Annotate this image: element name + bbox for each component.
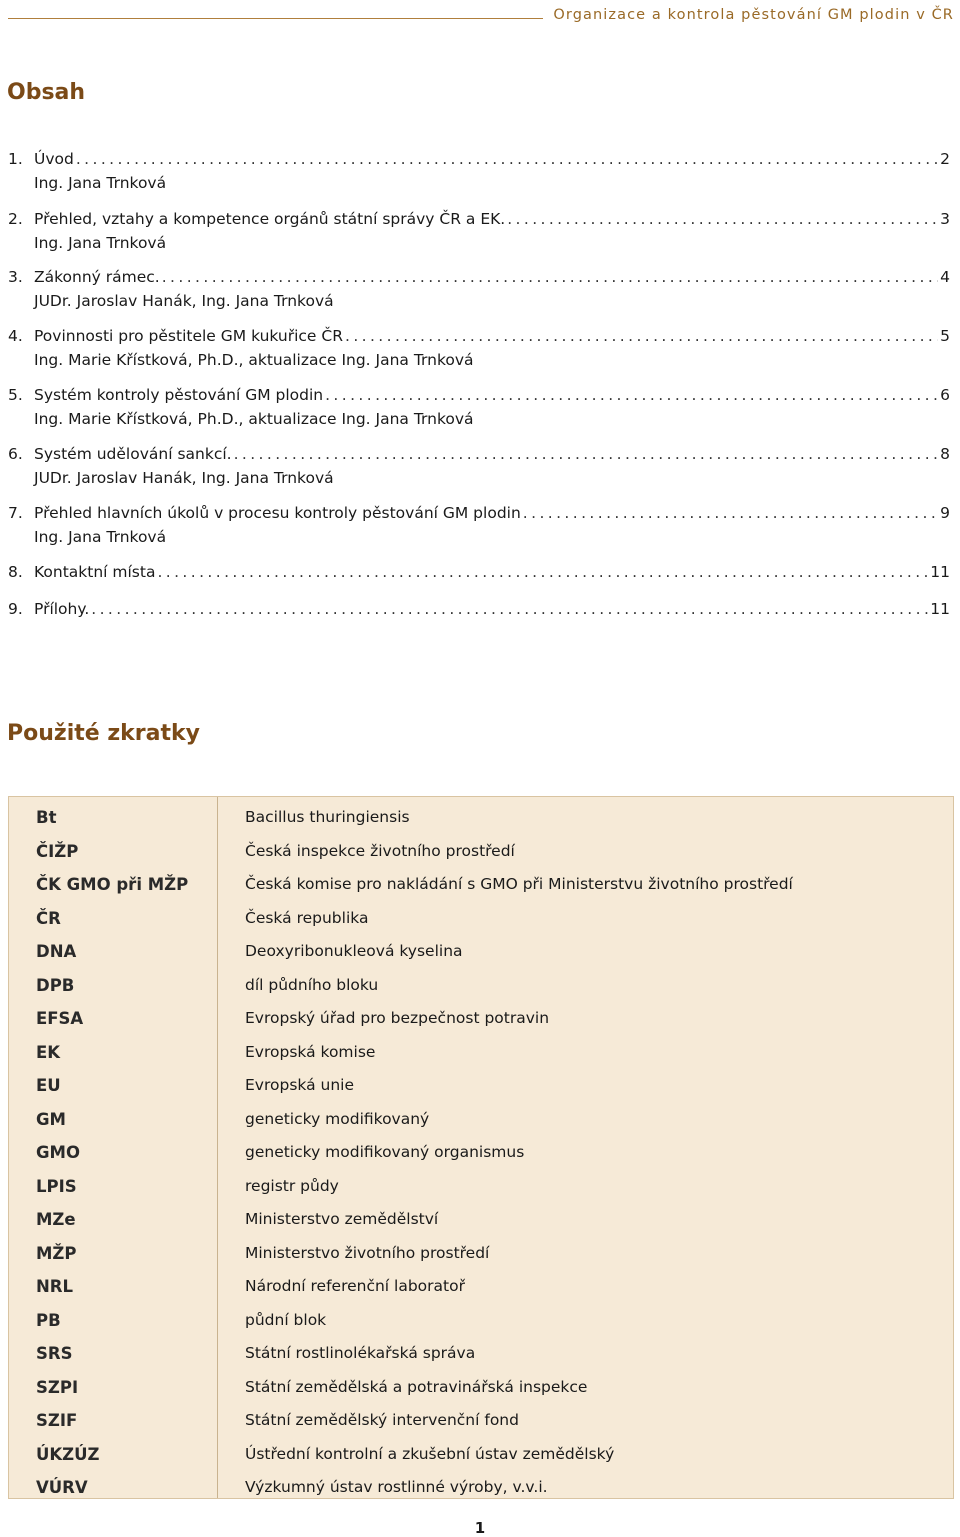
toc-line <box>8 210 950 232</box>
toc-entry[interactable] <box>8 504 950 548</box>
abbreviation-meaning: Státní zemědělský intervenční fond <box>245 1411 519 1429</box>
running-header <box>8 4 954 26</box>
toc-page-number[interactable]: 3 <box>940 210 950 228</box>
abbreviation-meaning: Národní referenční laboratoř <box>245 1277 465 1295</box>
abbreviation-term: ČR <box>36 908 61 928</box>
toc-line <box>8 386 950 408</box>
toc-number: 5. <box>8 386 23 404</box>
toc-title[interactable]: Systém kontroly pěstování GM plodin <box>34 386 324 404</box>
toc-number: 8. <box>8 563 23 581</box>
toc-line <box>8 600 950 622</box>
toc-title[interactable]: Systém udělování sankcí. <box>34 445 232 463</box>
toc-page-number[interactable]: 9 <box>940 504 950 522</box>
toc-page-number[interactable]: 2 <box>940 150 950 168</box>
abbreviations-heading: Použité zkratky <box>7 721 200 746</box>
abbreviation-term: Bt <box>36 808 57 827</box>
abbreviation-meaning: Evropský úřad pro bezpečnost potravin <box>245 1009 550 1027</box>
toc-entry[interactable] <box>8 210 950 254</box>
toc-page-number[interactable]: 5 <box>940 327 950 345</box>
meanings-column <box>218 797 953 1498</box>
abbreviation-term: EK <box>36 1042 61 1062</box>
toc-heading: Obsah <box>7 80 86 105</box>
toc-title[interactable]: Přehled hlavních úkolů v procesu kontroly pěstování GM plodin <box>34 504 521 522</box>
abbreviation-term: DPB <box>36 975 75 995</box>
toc-page-number[interactable]: 8 <box>940 445 950 463</box>
toc-number: 1. <box>8 150 23 168</box>
abbreviation-term: ČK GMO při MŽP <box>36 875 189 894</box>
abbreviation-meaning: Evropská komise <box>245 1042 376 1061</box>
header-title: Organizace a kontrola pěstování GM plodin v ČR <box>553 7 954 23</box>
toc-author: JUDr. Jaroslav Hanák, Ing. Jana Trnková <box>34 469 334 487</box>
toc-number: 3. <box>8 268 23 286</box>
abbreviation-term: ČIŽP <box>36 841 79 861</box>
toc-leader-dots <box>234 445 939 463</box>
toc-page-number[interactable]: 11 <box>930 600 950 618</box>
page-number: 1 <box>474 1519 486 1537</box>
abbreviation-term: EFSA <box>36 1009 84 1028</box>
abbreviation-meaning: Výzkumný ústav rostlinné výroby, v.v.i. <box>245 1478 548 1496</box>
toc-leader-dots <box>76 150 938 168</box>
toc-entry[interactable] <box>8 600 950 622</box>
abbreviation-meaning: Česká komise pro nakládání s GMO při Ministerstvu životního prostředí <box>245 875 793 893</box>
toc-title[interactable]: Přehled, vztahy a kompetence orgánů státní správy ČR a EK. <box>34 210 506 228</box>
toc-line <box>8 445 950 467</box>
abbreviation-term: GMO <box>36 1143 80 1162</box>
abbreviation-meaning: díl půdního bloku <box>245 975 379 994</box>
toc-entry[interactable] <box>8 150 950 194</box>
toc-leader-dots <box>162 268 938 286</box>
abbreviation-meaning: Ministerstvo zemědělství <box>245 1210 439 1228</box>
abbreviation-term: SZIF <box>36 1411 78 1430</box>
toc-leader-dots <box>507 210 938 228</box>
toc-title[interactable]: Kontaktní místa <box>34 563 156 581</box>
abbreviation-meaning: geneticky modifikovaný <box>245 1109 430 1128</box>
toc-entry[interactable] <box>8 563 950 585</box>
toc-leader-dots <box>91 600 928 618</box>
toc-author: Ing. Jana Trnková <box>34 174 167 192</box>
abbreviation-meaning: Česká republika <box>245 908 369 927</box>
abbreviations-table <box>8 796 954 1499</box>
toc-author: JUDr. Jaroslav Hanák, Ing. Jana Trnková <box>34 292 334 310</box>
toc-author: Ing. Marie Křístková, Ph.D., aktualizace Ing. Jana Trnková <box>34 351 474 369</box>
abbreviation-term: LPIS <box>36 1176 77 1196</box>
abbreviation-meaning: geneticky modifikovaný organismus <box>245 1143 525 1161</box>
toc-page-number[interactable]: 11 <box>930 563 950 581</box>
toc-author: Ing. Jana Trnková <box>34 528 167 546</box>
toc-leader-dots <box>157 563 928 581</box>
abbreviation-term: SZPI <box>36 1377 79 1397</box>
toc-number: 2. <box>8 210 23 228</box>
toc-leader-dots <box>523 504 938 522</box>
toc-entry[interactable] <box>8 327 950 371</box>
abbreviation-term: MŽP <box>36 1243 77 1263</box>
abbreviation-meaning: registr půdy <box>245 1176 339 1195</box>
abbreviation-meaning: Ústřední kontrolní a zkušební ústav zemědělský <box>245 1444 615 1463</box>
toc-author: Ing. Marie Křístková, Ph.D., aktualizace Ing. Jana Trnková <box>34 410 474 428</box>
toc-entry[interactable] <box>8 386 950 430</box>
header-rule <box>8 18 543 19</box>
abbreviation-meaning: Ministerstvo životního prostředí <box>245 1243 490 1262</box>
toc-number: 4. <box>8 327 23 345</box>
toc-author: Ing. Jana Trnková <box>34 234 167 252</box>
abbreviations-column <box>9 797 218 1498</box>
abbreviation-meaning: Bacillus thuringiensis <box>245 808 410 826</box>
toc-title[interactable]: Přílohy. <box>34 600 90 618</box>
abbreviation-term: PB <box>36 1310 61 1330</box>
toc-line <box>8 563 950 585</box>
toc-page-number[interactable]: 4 <box>940 268 950 286</box>
abbreviation-term: GM <box>36 1109 66 1129</box>
abbreviation-term: DNA <box>36 942 77 961</box>
abbreviation-meaning: Státní rostlinolékařská správa <box>245 1344 476 1362</box>
toc-title[interactable]: Úvod <box>34 150 74 168</box>
abbreviation-term: NRL <box>36 1277 74 1296</box>
abbreviation-term: SRS <box>36 1344 73 1363</box>
toc-line <box>8 504 950 526</box>
toc-line <box>8 150 950 172</box>
abbreviation-term: VÚRV <box>36 1478 88 1497</box>
toc-number: 7. <box>8 504 23 522</box>
toc-page-number[interactable]: 6 <box>940 386 950 404</box>
abbreviation-term: EU <box>36 1076 61 1095</box>
toc-leader-dots <box>325 386 938 404</box>
abbreviation-meaning: půdní blok <box>245 1310 327 1329</box>
toc-leader-dots <box>345 327 938 345</box>
toc-line <box>8 268 950 290</box>
toc-entry[interactable] <box>8 445 950 489</box>
toc-title[interactable]: Zákonný rámec. <box>34 268 160 286</box>
abbreviation-meaning: Deoxyribonukleová kyselina <box>245 942 463 960</box>
abbreviation-meaning: Evropská unie <box>245 1076 355 1094</box>
abbreviation-meaning: Státní zemědělská a potravinářská inspekce <box>245 1377 588 1396</box>
toc-number: 9. <box>8 600 23 618</box>
abbreviation-meaning: Česká inspekce životního prostředí <box>245 841 515 860</box>
abbreviation-term: ÚKZÚZ <box>36 1444 100 1464</box>
abbreviation-term: MZe <box>36 1210 76 1229</box>
toc-line <box>8 327 950 349</box>
toc-number: 6. <box>8 445 23 463</box>
toc-title[interactable]: Povinnosti pro pěstitele GM kukuřice ČR <box>34 327 343 345</box>
toc-entry[interactable] <box>8 268 950 312</box>
